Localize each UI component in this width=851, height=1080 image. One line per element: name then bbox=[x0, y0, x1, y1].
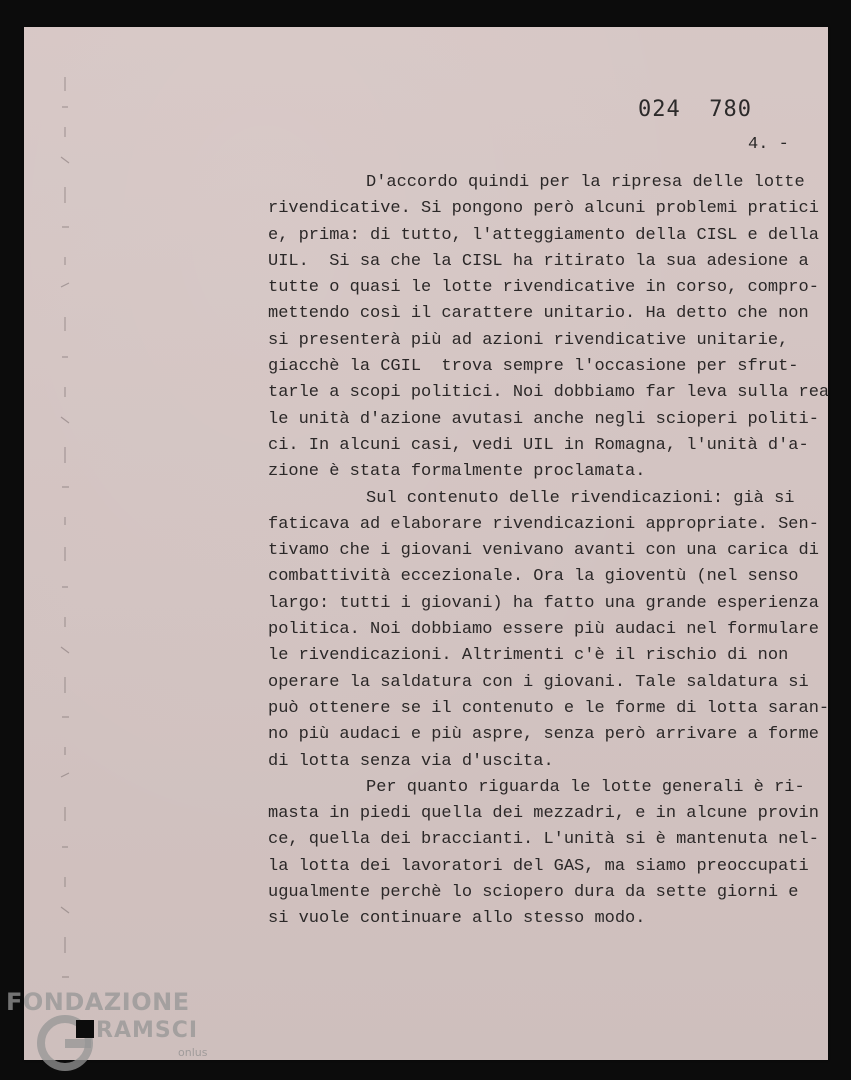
watermark-line-3: onlus bbox=[178, 1046, 208, 1059]
text-line: può ottenere se il contenuto e le forme di lotta saran- bbox=[268, 698, 830, 718]
text-line: operare la saldatura con i giovani. Tale saldatura si bbox=[268, 672, 809, 692]
fondazione-gramsci-watermark bbox=[6, 988, 216, 1078]
text-line: rivendicative. Si pongono però alcuni problemi pratici bbox=[268, 199, 819, 219]
text-line: faticava ad elaborare rivendicazioni appropriate. Sen- bbox=[268, 514, 819, 534]
text-line: si presenterà più ad azioni rivendicative unitarie, bbox=[268, 330, 789, 350]
text-line: Sul contenuto delle rivendicazioni: già si bbox=[366, 488, 795, 508]
text-line: combattività eccezionale. Ora la gioventù (nel senso bbox=[268, 567, 799, 587]
text-line: mettendo così il carattere unitario. Ha detto che non bbox=[268, 304, 809, 324]
text-line: ugualmente perchè lo sciopero dura da sette giorni e bbox=[268, 883, 799, 903]
text-line: ce, quella dei braccianti. L'unità si è mantenuta nel- bbox=[268, 830, 819, 850]
watermark-line-1: FONDAZIONE bbox=[6, 988, 190, 1016]
text-line: la lotta dei lavoratori del GAS, ma siamo preoccupati bbox=[268, 856, 809, 876]
text-line: zione è stata formalmente proclamata. bbox=[268, 462, 646, 482]
text-line: tutte o quasi le lotte rivendicative in corso, compro- bbox=[268, 278, 819, 298]
text-line: tarle a scopi politici. Noi dobbiamo far leva sulla rea bbox=[268, 383, 830, 403]
text-line: D'accordo quindi per la ripresa delle lotte bbox=[366, 173, 805, 192]
text-line: e, prima: di tutto, l'atteggiamento della CISL e della bbox=[268, 225, 819, 245]
text-line: politica. Noi dobbiamo essere più audaci nel formulare bbox=[268, 620, 819, 640]
text-line: giacchè la CGIL trova sempre l'occasione per sfrut- bbox=[268, 357, 799, 377]
gramsci-g-logo-icon bbox=[36, 1014, 94, 1072]
text-line: ci. In alcuni casi, vedi UIL in Romagna, l'unità d'a- bbox=[268, 435, 809, 455]
text-line: le rivendicazioni. Altrimenti c'è il rischio di non bbox=[268, 646, 789, 666]
archive-number: 024 780 bbox=[638, 97, 752, 122]
text-line: largo: tutti i giovani) ha fatto una grande esperienza bbox=[268, 593, 819, 613]
typed-body-text bbox=[268, 170, 828, 933]
text-line: masta in piedi quella dei mezzadri, e in alcune provin bbox=[268, 804, 819, 824]
text-line: UIL. Si sa che la CISL ha ritirato la sua adesione a bbox=[268, 251, 809, 271]
text-line: Per quanto riguarda le lotte generali è ri- bbox=[366, 777, 805, 797]
text-line: no più audaci e più aspre, senza però arrivare a forme bbox=[268, 725, 819, 745]
text-line: si vuole continuare allo stesso modo. bbox=[268, 909, 646, 929]
text-line: le unità d'azione avutasi anche negli scioperi politi- bbox=[268, 409, 819, 429]
watermark-line-2: RAMSCI bbox=[96, 1018, 199, 1043]
text-line: di lotta senza via d'uscita. bbox=[268, 751, 554, 771]
text-line: tivamo che i giovani venivano avanti con una carica di bbox=[268, 541, 819, 561]
margin-stamp-marks bbox=[58, 67, 72, 1007]
page-number: 4. - bbox=[748, 135, 789, 154]
document-page bbox=[24, 27, 828, 1060]
